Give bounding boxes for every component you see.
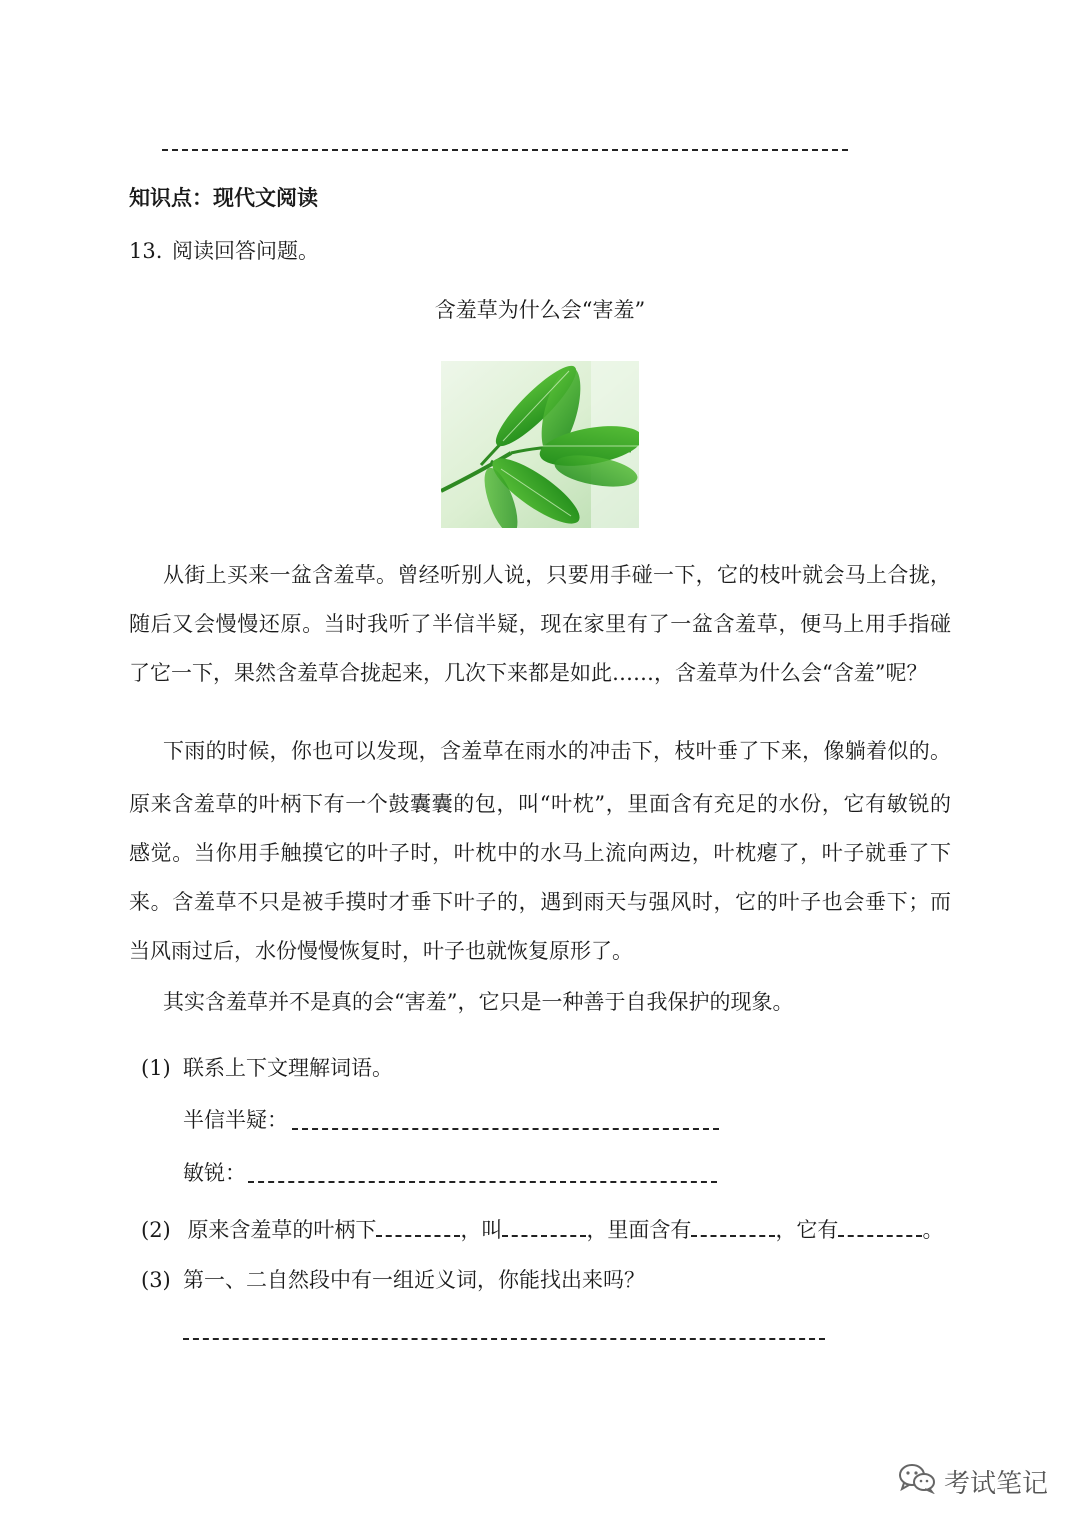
paragraph-line: 随后又会慢慢还原。当时我听了半信半疑，现在家里有了一盆含羞草，便马上用手指碰 [129, 612, 951, 636]
paragraph-line: 来。含羞草不只是被手摸时才垂下叶子的，遇到雨天与强风时，它的叶子也会垂下；而 [129, 890, 951, 914]
question-prompt: 阅读回答问题。 [172, 239, 319, 263]
question-number: 13. [129, 239, 163, 263]
subq2 [141, 1217, 943, 1241]
paragraph-line: 下雨的时候，你也可以发现，含羞草在雨水的冲击下，枝叶垂了下来，像躺着似的。 [163, 739, 951, 763]
subq2-blank-2[interactable] [502, 1217, 586, 1237]
subq2-part2: ，叫 [460, 1218, 503, 1242]
subq3-text: 第一、二自然段中有一组近义词，你能找出来吗？ [183, 1268, 645, 1292]
answer-line-top [162, 149, 848, 151]
paragraph-1 [129, 551, 951, 698]
subq1-word2-answer-line[interactable] [248, 1181, 717, 1183]
article-title: 含羞草为什么会“害羞” [434, 298, 646, 322]
subq2-part5: 。 [922, 1218, 944, 1242]
subq1-word1-answer-line[interactable] [292, 1128, 719, 1130]
subq2-blank-3[interactable] [691, 1217, 775, 1237]
subq1-word2-label: 敏锐： [183, 1161, 246, 1185]
subq1-word1-label: 半信半疑： [183, 1108, 288, 1132]
paragraph-line: 原来含羞草的叶柄下有一个鼓囊囊的包，叫“叶枕”，里面含有充足的水份，它有敏锐的 [129, 792, 951, 816]
paragraph-line: 从街上买来一盆含羞草。曾经听别人说，只要用手碰一下，它的枝叶就会马上合拢， [163, 563, 951, 587]
subq2-part1: 原来含羞草的叶柄下 [187, 1218, 377, 1242]
subq3-label: (3) [141, 1268, 171, 1292]
paragraph-3 [129, 978, 951, 1027]
subq1-text: 联系上下文理解词语。 [183, 1056, 393, 1080]
paragraph-line: 了它一下，果然含羞草合拢起来，几次下来都是如此……，含羞草为什么会“含羞”呢？ [129, 661, 928, 685]
subq2-blank-4[interactable] [838, 1217, 922, 1237]
subq2-part3: ，里面含有 [586, 1218, 692, 1242]
paragraph-line: 感觉。当你用手触摸它的叶子时，叶枕中的水马上流向两边，叶枕瘪了，叶子就垂了下 [129, 841, 951, 865]
wechat-icon [898, 1462, 936, 1501]
subq2-part4: ，它有 [775, 1218, 839, 1242]
paragraph-2 [129, 722, 951, 976]
subq2-blank-1[interactable] [376, 1217, 460, 1237]
paragraph-line: 当风雨过后，水份慢慢恢复时，叶子也就恢复原形了。 [129, 939, 633, 963]
watermark [898, 1462, 1048, 1501]
subq1-label: (1) [141, 1056, 171, 1080]
knowledge-point-label: 知识点：现代文阅读 [129, 185, 318, 210]
subq3-answer-line[interactable] [183, 1338, 825, 1340]
watermark-text: 考试笔记 [944, 1469, 1049, 1499]
subq2-label: (2) [141, 1218, 171, 1242]
paragraph-line: 其实含羞草并不是真的会“害羞”，它只是一种善于自我保护的现象。 [163, 990, 794, 1014]
mimosa-image [441, 361, 639, 528]
